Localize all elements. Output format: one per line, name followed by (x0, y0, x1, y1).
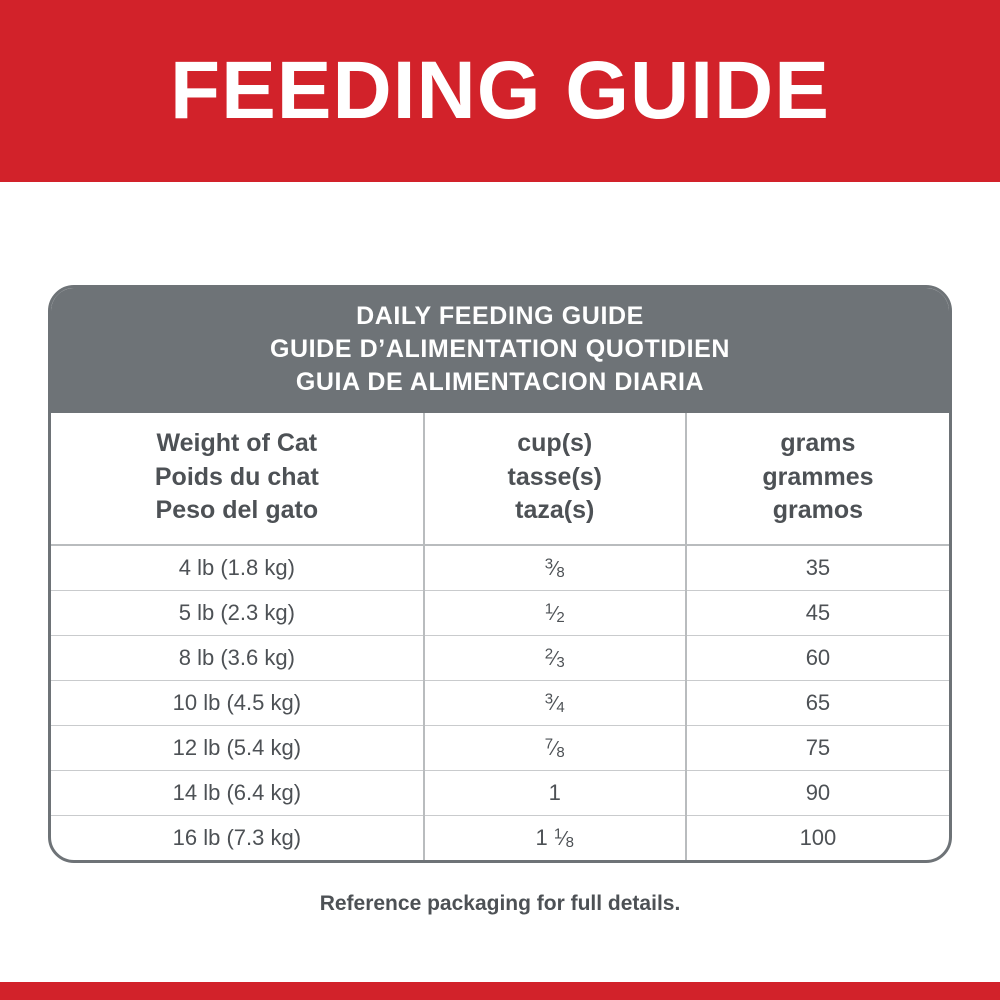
cell-cups (424, 590, 686, 635)
feeding-guide-banner (0, 0, 1000, 182)
column-header-weight-fr: Poids du chat (154, 462, 319, 491)
table-row (51, 635, 949, 680)
cell-weight: 14 lb (6.4 kg) (51, 770, 424, 815)
fraction-value: $^7⁄_8$ (544, 734, 565, 761)
card-header-line-es: GUIA DE ALIMENTACION DIARIA (295, 368, 705, 396)
column-header-weight-en: Weight of Cat (156, 429, 318, 457)
cell-grams: 100 (799, 824, 837, 850)
footnote-text: Reference packaging for full details. (319, 892, 681, 915)
bottom-accent-bar (0, 982, 1000, 1000)
column-header-cups-es: taza(s) (515, 496, 595, 524)
cell-grams: 90 (686, 770, 949, 815)
cell-cups (424, 635, 686, 680)
column-header-cups-en: cup(s) (517, 429, 593, 457)
cell-weight: 5 lb (2.3 kg) (51, 590, 424, 635)
table-row (51, 590, 949, 635)
cell-grams: 60 (686, 635, 949, 680)
page-title: FEEDING GUIDE (170, 45, 830, 136)
card-header-line-en: DAILY FEEDING GUIDE (356, 302, 644, 330)
cell-weight: 4 lb (1.8 kg) (51, 545, 424, 591)
column-header-weight (51, 413, 424, 545)
cell-cups (424, 545, 686, 591)
cell-weight: 12 lb (5.4 kg) (51, 725, 424, 770)
table-row (51, 770, 949, 815)
table-row (51, 545, 949, 591)
cell-grams: 35 (686, 545, 949, 591)
fraction-value: $^3⁄_4$ (544, 689, 565, 716)
table-row (51, 680, 949, 725)
column-header-grams-en: grams (780, 429, 856, 457)
table-row (51, 815, 949, 860)
fraction-value: $^1⁄_2$ (544, 599, 565, 626)
cell-cups (424, 725, 686, 770)
cell-weight: 10 lb (4.5 kg) (51, 680, 424, 725)
fraction-value: $^3⁄_8$ (544, 554, 565, 581)
fraction-value: 1 (548, 779, 561, 805)
cell-cups (424, 770, 686, 815)
cell-grams: 75 (686, 725, 949, 770)
feeding-guide-table (51, 413, 949, 860)
column-header-grams (686, 413, 949, 545)
card-header (51, 288, 949, 413)
fraction-value: 1 $^1⁄_8$ (535, 824, 574, 851)
column-header-cups-fr: tasse(s) (507, 462, 602, 491)
fraction-value: $^2⁄_3$ (544, 644, 565, 671)
column-header-cups (424, 413, 686, 545)
feeding-guide-table-body (51, 545, 949, 860)
table-row (51, 725, 949, 770)
daily-feeding-guide-card (48, 285, 952, 863)
cell-grams: 65 (686, 680, 949, 725)
card-header-line-fr: GUIDE D’ALIMENTATION QUOTIDIEN (269, 335, 731, 363)
cell-cups (424, 680, 686, 725)
table-header-row (51, 413, 949, 545)
column-header-grams-fr: grammes (762, 462, 874, 491)
column-header-weight-es: Peso del gato (155, 496, 319, 524)
column-header-grams-es: gramos (772, 496, 864, 524)
cell-weight: 16 lb (7.3 kg) (51, 815, 424, 860)
cell-grams: 45 (686, 590, 949, 635)
cell-cups (424, 815, 686, 860)
cell-weight: 8 lb (3.6 kg) (51, 635, 424, 680)
